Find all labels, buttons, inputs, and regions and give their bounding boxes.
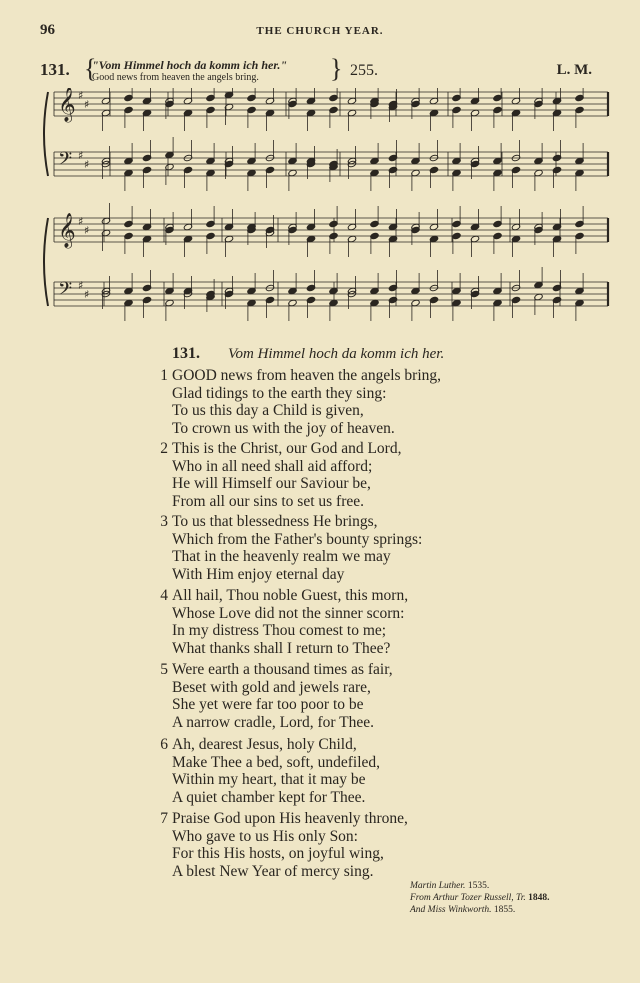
stanza-line: Ah, dearest Jesus, holy Child, <box>172 736 357 753</box>
left-brace-icon: { <box>84 54 97 83</box>
stanza-line: Who in all need shall aid afford; <box>172 457 373 475</box>
stanza <box>150 661 530 731</box>
stanza-line: All hail, Thou noble Guest, this morn, <box>172 587 409 604</box>
stanza-line: What thanks shall I return to Thee? <box>172 639 391 657</box>
svg-text:♯: ♯ <box>84 288 90 301</box>
stanza-line: To crown us with the joy of heaven. <box>172 419 395 437</box>
stanza-number: 6 <box>160 736 168 753</box>
stanza-line: To us this day a Child is given, <box>172 402 364 419</box>
stanza-number: 2 <box>160 440 168 457</box>
stanza-number: 7 <box>160 810 168 827</box>
stanza-line: This is the Christ, our God and Lord, <box>172 440 402 457</box>
stanza-number: 1 <box>160 367 168 384</box>
running-head: THE CHURCH YEAR. <box>256 25 384 37</box>
svg-text:♯: ♯ <box>84 224 90 237</box>
stanza-line: A quiet chamber kept for Thee. <box>172 788 366 806</box>
stanza-line: Whose Love did not the sinner scorn: <box>172 604 405 622</box>
stanza-number: 3 <box>160 513 168 530</box>
credit-year: 1855. <box>493 905 516 915</box>
stanza-line: With Him enjoy eternal day <box>172 565 345 583</box>
stanza <box>150 736 530 806</box>
stanza <box>150 440 530 510</box>
stanza <box>150 587 530 657</box>
svg-text:𝄢: 𝄢 <box>58 149 73 174</box>
svg-text:♯: ♯ <box>78 149 84 162</box>
svg-text:♯: ♯ <box>78 279 84 292</box>
stanza-line: For this His hosts, on joyful wing, <box>172 845 384 862</box>
stanza <box>150 810 530 880</box>
tune-german-title: "Vom Himmel hoch da komm ich her." <box>92 58 288 72</box>
stanza-line: A blest New Year of mercy sing. <box>172 862 374 880</box>
svg-text:𝄞: 𝄞 <box>58 213 76 248</box>
svg-text:𝄢: 𝄢 <box>58 279 73 304</box>
stanza-line: Within my heart, that it may be <box>172 771 366 788</box>
tune-meter: L. M. <box>556 62 592 78</box>
stanza <box>150 513 530 583</box>
stanza-line: That in the heavenly realm we may <box>172 548 391 565</box>
tune-english-title: Good news from heaven the angels bring. <box>92 72 259 83</box>
stanza-line: Beset with gold and jewels rare, <box>172 678 371 696</box>
stanza-line: He will Himself our Saviour be, <box>172 475 371 492</box>
stanza-number: 5 <box>160 661 168 678</box>
stanza-line: In my distress Thou comest to me; <box>172 622 387 639</box>
hymn-title: Vom Himmel hoch da komm ich her. <box>228 346 445 362</box>
credit-year: 1535. <box>467 881 490 891</box>
stanza <box>150 367 530 437</box>
stanza-number: 4 <box>160 587 168 604</box>
tune-reference: 255. <box>350 62 378 79</box>
hymn-number: 131. <box>172 345 200 362</box>
svg-text:♯: ♯ <box>84 98 90 111</box>
stanza-line: GOOD news from heaven the angels bring, <box>172 367 442 384</box>
svg-text:♯: ♯ <box>78 215 84 228</box>
credit-year: 1848. <box>528 893 550 903</box>
stanza-line: To us that blessedness He brings, <box>172 513 378 530</box>
credit-author: Martin Luther. <box>410 881 466 891</box>
svg-text:♯: ♯ <box>84 158 90 171</box>
stanza-line: She yet were far too poor to be <box>172 696 364 713</box>
stanza-line: Who gave to us His only Son: <box>172 827 358 845</box>
credit-translator: From Arthur Tozer Russell, Tr. <box>410 893 526 903</box>
svg-text:♯: ♯ <box>78 89 84 102</box>
stanza-line: Which from the Father's bounty springs: <box>172 530 423 548</box>
svg-text:𝄞: 𝄞 <box>58 88 76 122</box>
music-score <box>40 88 612 336</box>
stanza-line: Make Thee a bed, soft, undefiled, <box>172 753 381 771</box>
stanza-line: Were earth a thousand times as fair, <box>172 661 393 678</box>
stanza-line: Praise God upon His heavenly throne, <box>172 810 408 827</box>
stanza-line: From all our sins to set us free. <box>172 492 365 510</box>
credit-translator: And Miss Winkworth. <box>410 905 492 915</box>
stanza-line: A narrow cradle, Lord, for Thee. <box>172 713 374 731</box>
author-credits <box>410 880 550 916</box>
page-number: 96 <box>40 22 55 38</box>
right-brace-icon: } <box>330 54 343 83</box>
tune-number: 131. <box>40 60 70 79</box>
tune-header <box>40 54 600 88</box>
stanza-line: Glad tidings to the earth they sing: <box>172 384 387 402</box>
